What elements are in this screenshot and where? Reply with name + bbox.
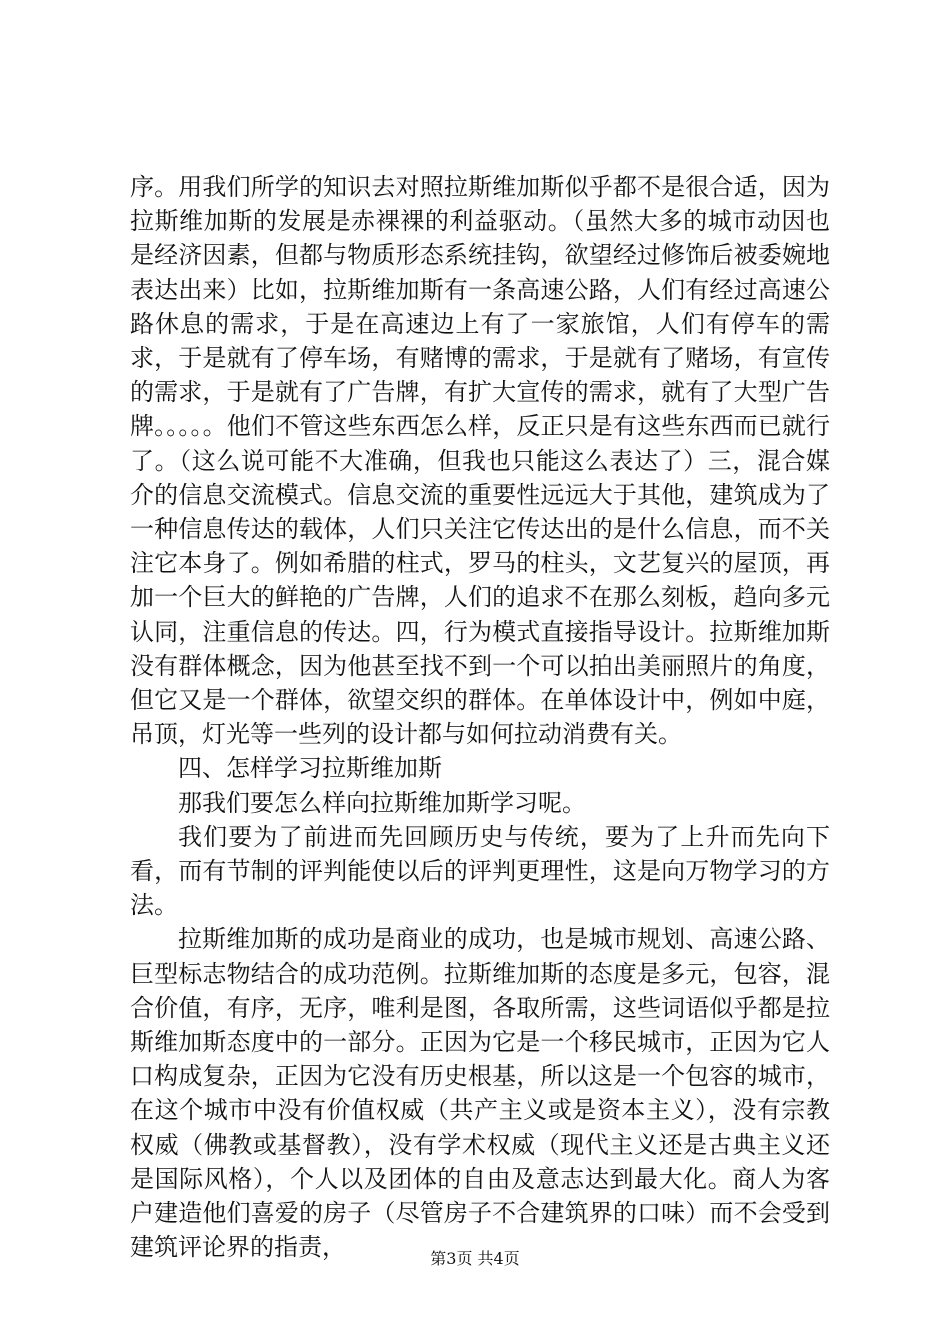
paragraph-question: 那我们要怎么样向拉斯维加斯学习呢。 bbox=[178, 788, 586, 817]
paragraph-success: 拉斯维加斯的成功是商业的成功，也是城市规划、高速公路、巨型标志物结合的成功范例。拉斯维加斯的态度是多元，包容，混合价值，有序，无序，唯利是图，各取所需，这些词语似乎都是拉斯维加斯态度中的一部分。正因为它是一个移民城市，正因为它人口构成复杂，正因为它没有历史根基，所以这是一个包容的城市，在这个城市中没有价值权威（共产主义或是资本主义），没有宗教权威（佛教或基督教），没有学术权威（现代主义还是古典主义还是国际风格），个人以及团体的自由及意志达到最大化。商人为客户建造他们喜爱的房子（尽管房子不合建筑界的口味）而不会受到建筑评论界的指责， bbox=[130, 925, 830, 1262]
paragraph-1: 序。用我们所学的知识去对照拉斯维加斯似乎都不是很合适，因为拉斯维加斯的发展是赤裸裸的利益驱动。（虽然大多的城市动因也是经济因素，但都与物质形态系统挂钩，欲望经过修饰后被委婉地表达出来）比如，拉斯维加斯有一条高速公路，人们有经过高速公路休息的需求，于是在高速边上有了一家旅馆，人们有停车的需求，于是就有了停车场，有赌博的需求，于是就有了赌场，有宣传的需求，于是就有了广告牌，有扩大宣传的需求，就有了大型广告牌。。。。。他们不管这些东西怎么样，反正只是有这些东西而已就行了。（这么说可能不大准确，但我也只能这么表达了）三，混合媒介的信息交流模式。信息交流的重要性远远大于其他，建筑成为了一种信息传达的载体，人们只关注它传达出的是什么信息，而不关注它本身了。例如希腊的柱式，罗马的柱头，文艺复兴的屋顶，再加一个巨大的鲜艳的广告牌，人们的追求不在那么刻板，趋向多元认同，注重信息的传达。四，行为模式直接指导设计。拉斯维加斯没有群体概念，因为他甚至找不到一个可以拍出美丽照片的角度，但它又是一个群体，欲望交织的群体。在单体设计中，例如中庭，吊顶，灯光等一些列的设计都与如何拉动消费有关。 bbox=[130, 173, 830, 749]
page-footer: 第3页 共4页 bbox=[430, 1249, 520, 1268]
document-body bbox=[130, 170, 830, 1265]
section-heading-4: 四、怎样学习拉斯维加斯 bbox=[178, 754, 442, 783]
paragraph-method: 我们要为了前进而先回顾历史与传统，要为了上升而先向下看，而有节制的评判能使以后的评判更理性，这是向万物学习的方法。 bbox=[130, 822, 830, 920]
